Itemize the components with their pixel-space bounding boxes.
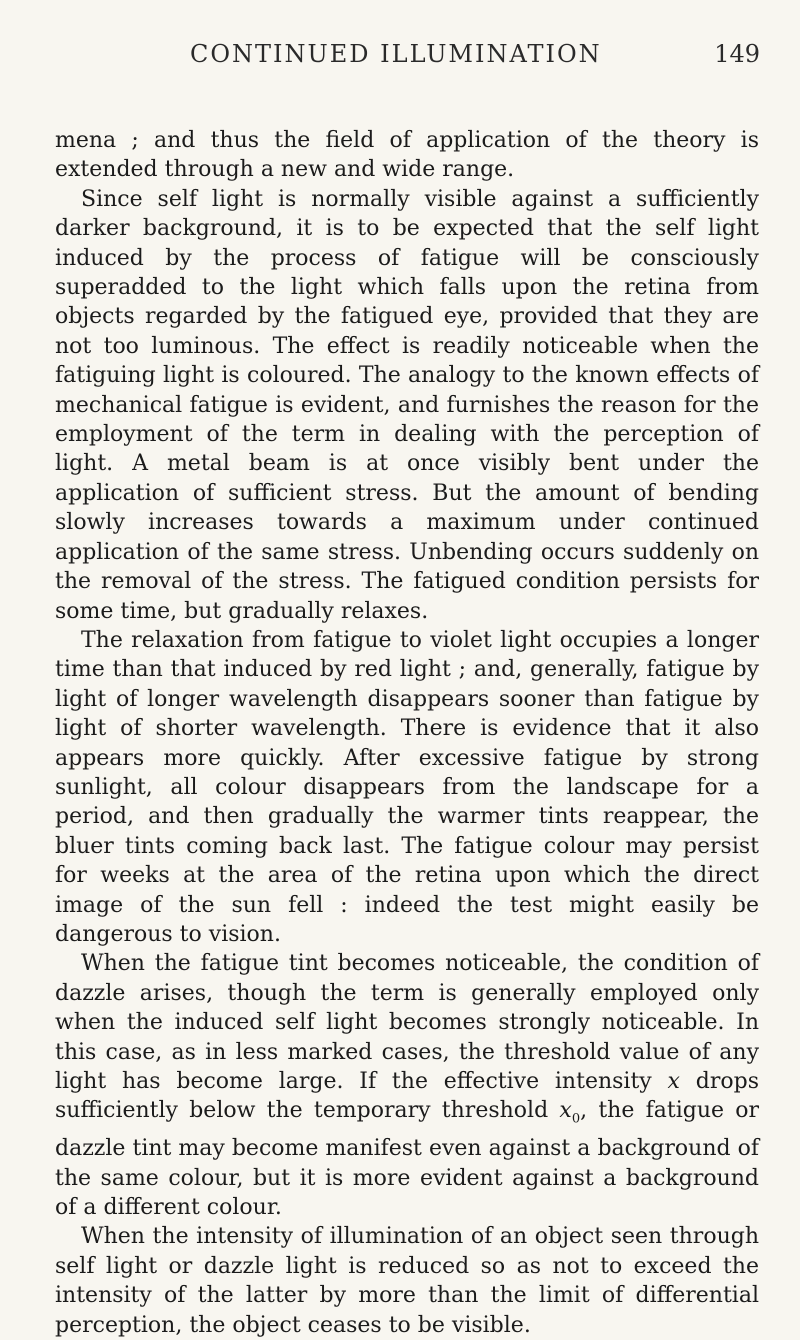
paragraph: When the intensity of illumination of an object seen through self light or dazzle light is reduced so as not to exceed the intensity of the latter by more than the limit of differential perception, the object ceases to be visible. — [55, 1224, 759, 1338]
paragraph-text: When the fatigue tint becomes noticeable, the condition of dazzle arises, though the term is generally employed only when the induced self light becomes strongly noticeable. In this case, as in less marked cases, the threshold value of any light has become large. If the effective intensity — [55, 951, 759, 1094]
paragraph-text: drops sufficiently below the temporary threshold — [55, 1069, 759, 1124]
page-number: 149 — [714, 40, 760, 68]
running-head — [55, 40, 760, 80]
math-variable-x0: x — [559, 1098, 572, 1124]
math-variable-x: x — [667, 1069, 680, 1094]
body-text — [55, 126, 759, 1340]
paragraph: Since self light is normally visible against a sufficiently darker background, it is to be expected that the self light induced by the process of fatigue will be consciously superadded to the light which falls upon the retina from objects regarded by the fatigued eye, provided that they are not too luminous. The effect is readily noticeable when the fatiguing light is coloured. The analogy to the known effects of mechanical fatigue is evident, and furnishes the reason for the employment of the term in dealing with the perception of light. A metal beam is at once visibly bent under the application of sufficient stress. But the amount of bending slowly increases towards a maximum under continued application of the same stress. Unbending occurs suddenly on the removal of the stress. The fatigued condition persists for some time, but gradually relaxes. — [55, 186, 759, 624]
paragraph-text: , the fatigue or dazzle tint may become manifest even against a background of the same colour, but it is more evident against a background of a different colour. — [55, 1098, 760, 1221]
math-subscript: 0 — [571, 1111, 581, 1127]
paragraph: The relaxation from fatigue to violet light occupies a longer time than that induced by red light ; and, generally, fatigue by light of longer wavelength disappears sooner than fatigue by light of shorter wavelength. There is evidence that it also appears more quickly. After excessive fatigue by strong sunlight, all colour disappears from the landscape for a period, and then gradually the warmer tints reappear, the bluer tints coming back last. The fatigue colour may persist for weeks at the area of the retina upon which the direct image of the sun fell : indeed the test might easily be dangerous to vision. — [55, 627, 759, 947]
running-title: CONTINUED ILLUMINATION — [190, 40, 602, 68]
paragraph-dazzle — [55, 949, 759, 1222]
paragraph-continued: mena ; and thus the field of application of the theory is extended through a new and wide range. — [55, 128, 759, 183]
